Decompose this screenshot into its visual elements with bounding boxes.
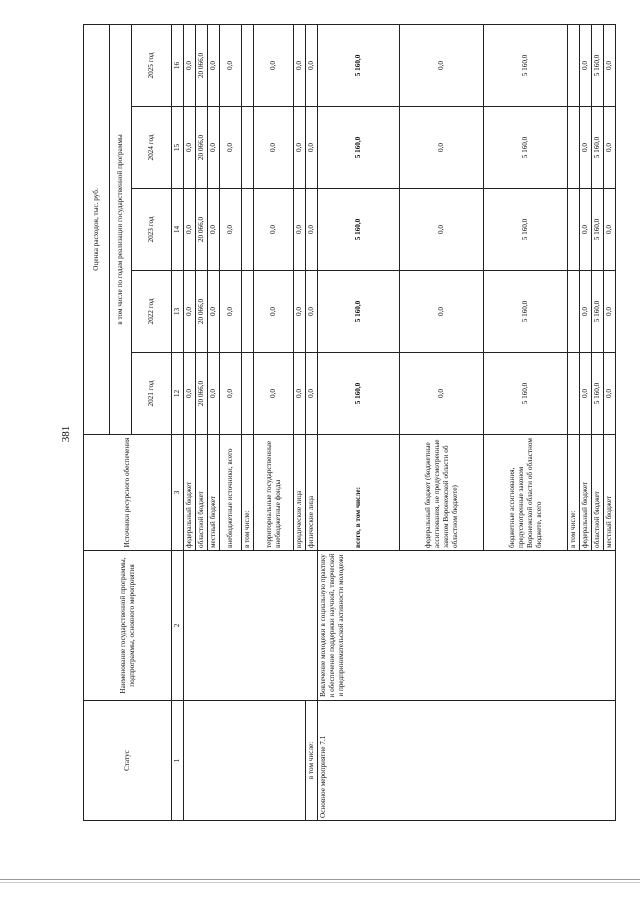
value-cell: 0,0 <box>184 189 196 271</box>
value-cell: 5 160,0 <box>592 189 604 271</box>
value-cell <box>242 189 254 271</box>
value-cell <box>568 107 580 189</box>
header-year: 2021 год <box>132 353 172 435</box>
header-estimate: Оценка расходов, тыс. руб. <box>84 24 110 434</box>
header-by-years: в том числе по годам реализации государственной программы <box>110 24 132 434</box>
rotated-table-container <box>83 25 613 821</box>
header-year: 2024 год <box>132 107 172 189</box>
header-year: 2025 год <box>132 24 172 106</box>
source-cell: в том числе: <box>242 435 254 551</box>
value-cell: 5 160,0 <box>484 24 568 106</box>
value-cell: 0,0 <box>400 271 484 353</box>
value-cell: 0,0 <box>580 189 592 271</box>
value-cell <box>568 271 580 353</box>
value-cell: 0,0 <box>184 107 196 189</box>
value-cell: 0,0 <box>294 24 306 106</box>
value-cell: 0,0 <box>604 24 616 106</box>
value-cell: 0,0 <box>208 271 220 353</box>
value-cell: 0,0 <box>604 271 616 353</box>
value-cell: 0,0 <box>306 353 318 435</box>
value-cell: 0,0 <box>184 353 196 435</box>
column-number: 3 <box>172 435 184 551</box>
value-cell: 0,0 <box>604 189 616 271</box>
value-cell: 0,0 <box>208 189 220 271</box>
source-cell: юридические лица <box>294 435 306 551</box>
name-cell <box>184 551 318 701</box>
table-row <box>306 24 318 820</box>
column-number: 16 <box>172 24 184 106</box>
value-cell: 0,0 <box>208 353 220 435</box>
table-row <box>184 24 196 820</box>
value-cell: 5 160,0 <box>484 107 568 189</box>
budget-table-sheet <box>83 25 613 821</box>
value-cell: 0,0 <box>580 271 592 353</box>
source-cell: федеральный бюджет <box>184 435 196 551</box>
incl-label: в том числе: <box>306 701 318 821</box>
header-sources: Источники ресурсного обеспечения <box>84 435 172 551</box>
source-cell: внебюджетные источники, всего <box>220 435 242 551</box>
source-cell: федеральный бюджет <box>580 435 592 551</box>
value-cell: 0,0 <box>220 271 242 353</box>
value-cell: 0,0 <box>306 24 318 106</box>
value-cell: 0,0 <box>580 107 592 189</box>
value-cell: 5 160,0 <box>318 24 400 106</box>
header-name: Наименование государственной программы, подпрограммы, основного мероприятия <box>84 551 172 701</box>
column-number: 13 <box>172 271 184 353</box>
value-cell: 5 160,0 <box>592 107 604 189</box>
source-cell: территориальные государственные внебюджетные фонды <box>254 435 294 551</box>
value-cell: 5 160,0 <box>592 353 604 435</box>
value-cell: 5 160,0 <box>592 24 604 106</box>
budget-table <box>83 24 616 821</box>
column-number: 12 <box>172 353 184 435</box>
value-cell: 0,0 <box>254 24 294 106</box>
value-cell: 20 066,0 <box>196 271 208 353</box>
status-cell <box>184 701 306 821</box>
source-cell: местный бюджет <box>604 435 616 551</box>
value-cell: 20 066,0 <box>196 353 208 435</box>
value-cell <box>242 353 254 435</box>
source-cell: в том числе: <box>568 435 580 551</box>
value-cell: 0,0 <box>184 24 196 106</box>
value-cell: 0,0 <box>254 271 294 353</box>
value-cell <box>568 353 580 435</box>
value-cell: 0,0 <box>400 189 484 271</box>
column-number: 2 <box>172 551 184 701</box>
value-cell: 0,0 <box>294 189 306 271</box>
value-cell <box>568 189 580 271</box>
value-cell: 0,0 <box>184 271 196 353</box>
value-cell: 0,0 <box>580 24 592 106</box>
value-cell: 0,0 <box>306 107 318 189</box>
value-cell: 0,0 <box>254 189 294 271</box>
value-cell: 0,0 <box>400 353 484 435</box>
value-cell: 0,0 <box>254 107 294 189</box>
value-cell: 0,0 <box>220 24 242 106</box>
value-cell: 0,0 <box>294 271 306 353</box>
value-cell <box>242 271 254 353</box>
measure-status: Основное мероприятие 7.1 <box>318 701 616 821</box>
value-cell: 5 160,0 <box>318 107 400 189</box>
value-cell <box>242 24 254 106</box>
source-cell: местный бюджет <box>208 435 220 551</box>
value-cell: 20 066,0 <box>196 189 208 271</box>
page-number: 381 <box>60 425 72 443</box>
value-cell: 20 066,0 <box>196 24 208 106</box>
source-cell: федеральный бюджет (бюджетные ассигнования, не предусмотренные законом Воронежской области об областном бюджете) <box>400 435 484 551</box>
source-cell: физические лица <box>306 435 318 551</box>
value-cell: 0,0 <box>604 107 616 189</box>
value-cell: 0,0 <box>220 107 242 189</box>
measure-name: Вовлечение молодежи в социальную практику и обеспечение поддержки научной, творческой и предпринимательской активности молодежи <box>318 551 616 701</box>
header-year: 2022 год <box>132 271 172 353</box>
page-bottom-rule <box>0 879 640 880</box>
page-bottom-rule-2 <box>0 882 640 883</box>
value-cell: 0,0 <box>294 353 306 435</box>
value-cell: 5 160,0 <box>318 353 400 435</box>
source-cell: областной бюджет <box>592 435 604 551</box>
source-cell: областной бюджет <box>196 435 208 551</box>
column-number: 15 <box>172 107 184 189</box>
value-cell: 0,0 <box>220 353 242 435</box>
value-cell: 0,0 <box>580 353 592 435</box>
value-cell: 0,0 <box>254 353 294 435</box>
source-cell: бюджетные ассигнования, предусмотренные законом Воронежской области об областном бюджете, всего <box>484 435 568 551</box>
value-cell: 0,0 <box>306 189 318 271</box>
table-row <box>318 24 400 820</box>
column-number: 14 <box>172 189 184 271</box>
value-cell <box>568 24 580 106</box>
value-cell: 0,0 <box>604 353 616 435</box>
value-cell: 5 160,0 <box>484 271 568 353</box>
value-cell: 5 160,0 <box>484 353 568 435</box>
value-cell: 5 160,0 <box>484 189 568 271</box>
header-year: 2023 год <box>132 189 172 271</box>
value-cell: 5 160,0 <box>592 271 604 353</box>
value-cell: 20 066,0 <box>196 107 208 189</box>
value-cell: 5 160,0 <box>318 189 400 271</box>
value-cell: 0,0 <box>208 107 220 189</box>
value-cell: 0,0 <box>294 107 306 189</box>
value-cell: 0,0 <box>306 271 318 353</box>
column-number: 1 <box>172 701 184 821</box>
value-cell: 0,0 <box>220 189 242 271</box>
value-cell <box>242 107 254 189</box>
value-cell: 5 160,0 <box>318 271 400 353</box>
source-cell: всего, в том числе: <box>318 435 400 551</box>
value-cell: 0,0 <box>400 107 484 189</box>
value-cell: 0,0 <box>400 24 484 106</box>
table-body <box>172 24 616 820</box>
header-status: Статус <box>84 701 172 821</box>
value-cell: 0,0 <box>208 24 220 106</box>
